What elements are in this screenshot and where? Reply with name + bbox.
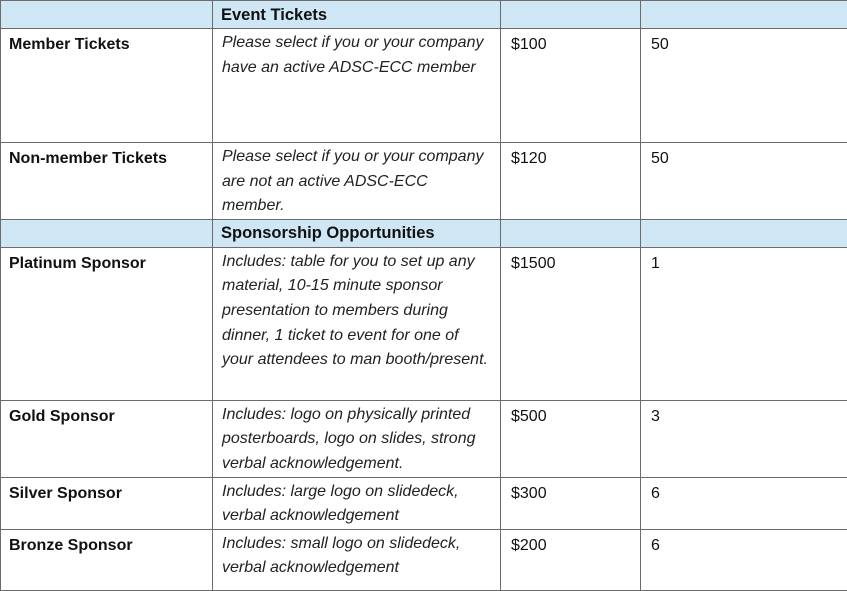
table-row	[1, 400, 847, 477]
section-header-event-tickets	[1, 1, 847, 29]
table-row	[1, 529, 847, 590]
ticket-description: Please select if you or your company have an active ADSC-ECC member	[213, 29, 501, 143]
ticket-name: Member Tickets	[1, 29, 213, 143]
ticket-price: $100	[501, 29, 641, 143]
ticket-name: Non-member Tickets	[1, 143, 213, 220]
ticket-price: $120	[501, 143, 641, 220]
sponsor-name: Bronze Sponsor	[1, 529, 213, 590]
section-title: Sponsorship Opportunities	[213, 219, 501, 247]
sponsor-price: $200	[501, 529, 641, 590]
section-header-sponsorship	[1, 219, 847, 247]
sponsor-name: Platinum Sponsor	[1, 247, 213, 400]
table-row	[1, 143, 847, 220]
sponsor-price: $1500	[501, 247, 641, 400]
table-row	[1, 247, 847, 400]
sponsor-description: Includes: table for you to set up any material, 10-15 minute sponsor presentation to members during dinner, 1 ticket to event for one of your attendees to man booth/present.	[213, 247, 501, 400]
table-row	[1, 29, 847, 143]
sponsor-quantity: 6	[641, 477, 847, 529]
ticket-description: Please select if you or your company are not an active ADSC-ECC member.	[213, 143, 501, 220]
ticket-quantity: 50	[641, 143, 847, 220]
sponsor-quantity: 3	[641, 400, 847, 477]
sponsor-price: $500	[501, 400, 641, 477]
ticket-quantity: 50	[641, 29, 847, 143]
sponsor-name: Gold Sponsor	[1, 400, 213, 477]
sponsor-quantity: 1	[641, 247, 847, 400]
table-row	[1, 477, 847, 529]
sponsor-description: Includes: large logo on slidedeck, verbal acknowledgement	[213, 477, 501, 529]
sponsor-quantity: 6	[641, 529, 847, 590]
sponsor-description: Includes: logo on physically printed posterboards, logo on slides, strong verbal acknowledgement.	[213, 400, 501, 477]
section-title: Event Tickets	[213, 1, 501, 29]
sponsor-description: Includes: small logo on slidedeck, verbal acknowledgement	[213, 529, 501, 590]
sponsor-price: $300	[501, 477, 641, 529]
sponsor-name: Silver Sponsor	[1, 477, 213, 529]
